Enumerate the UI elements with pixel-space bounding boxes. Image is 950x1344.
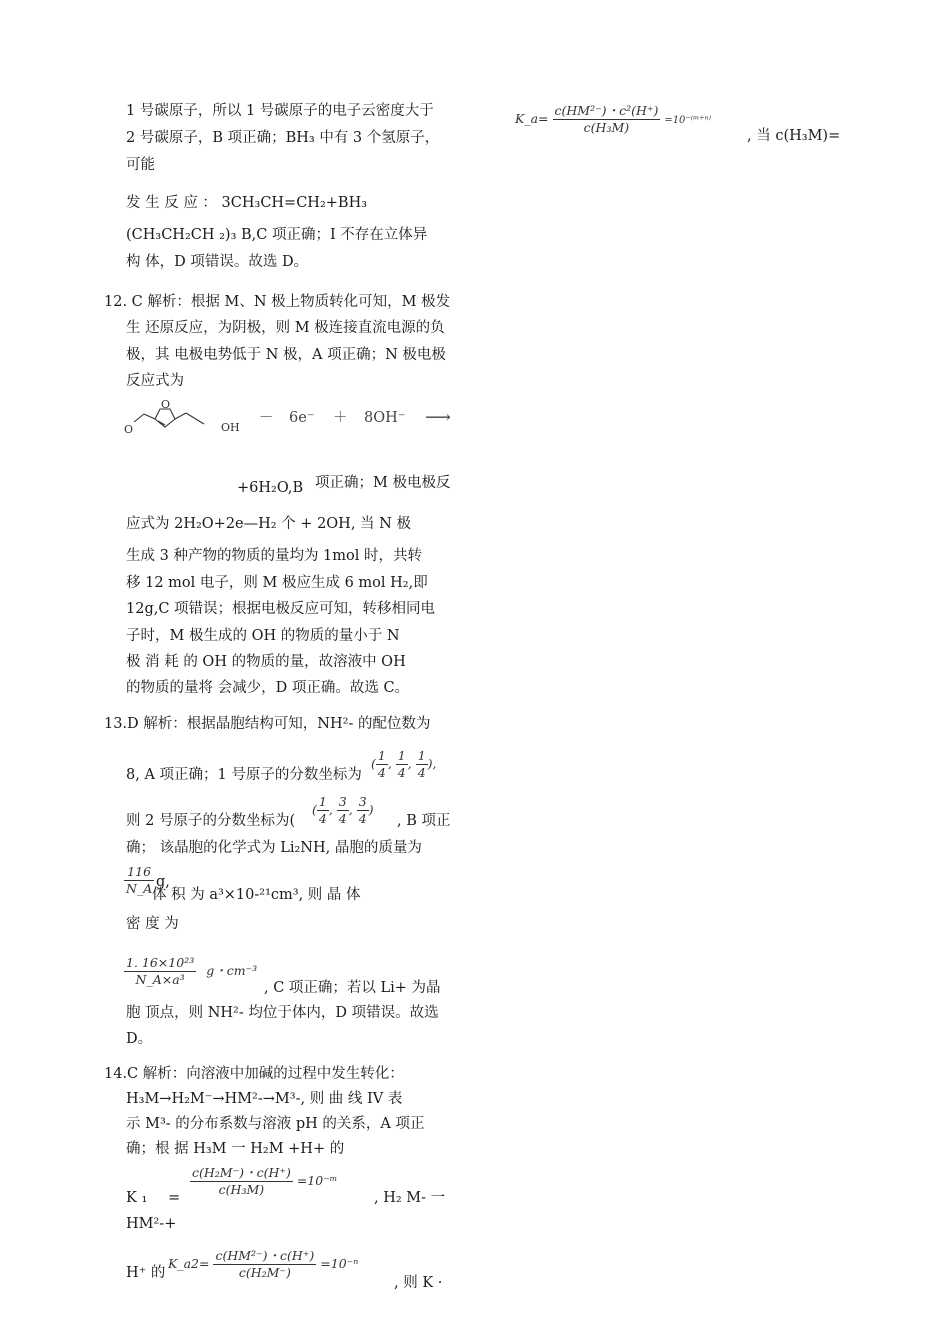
q14-line: H₃M→H₂M⁻→HM²-→M³-, 则 曲 线 IV 表 bbox=[126, 1091, 403, 1107]
text-line: 构 体，D 项错误。故选 D。 bbox=[126, 254, 309, 270]
q13-line: 确； 该晶胞的化学式为 Li₂NH, 晶胞的质量为 bbox=[126, 840, 422, 856]
q12-line: 项正确；M 极电极反 bbox=[315, 475, 451, 491]
q12-line: 12. C 解析：根据 M、N 极上物质转化可知，M 极发 bbox=[104, 294, 451, 310]
q14-line: 确；根 据 H₃M 一 H₂M +H+ 的 bbox=[126, 1141, 345, 1157]
rxn-arrow: ⟶ bbox=[425, 407, 451, 428]
q13-line: , C 项正确；若以 Li+ 为晶 bbox=[264, 980, 441, 996]
q12-line: 生 还原反应，为阴极，则 M 极连接直流电源的负 bbox=[126, 320, 445, 336]
q13-line: 胞 顶点，则 NH²- 均位于体内，D 项错误。故选 bbox=[126, 1005, 439, 1021]
q14-line: HM²-+ bbox=[126, 1216, 177, 1232]
q14-line: H⁺ 的 bbox=[126, 1265, 166, 1281]
rxn-plus: ＋ bbox=[333, 410, 348, 426]
mol-group-oh: OH bbox=[221, 421, 240, 434]
rxn-minus: － bbox=[259, 410, 274, 426]
coordinate-2: ( $\frac{1}{4}$ , $\frac{3}{4}$ , $\frac{3}{4}$ ) bbox=[312, 794, 374, 826]
text-line: 发 生 反 应 ： 3CH₃CH=CH₂+BH₃ bbox=[126, 195, 368, 211]
q12-line: 生成 3 种产物的物质的量均为 1mol 时，共转 bbox=[126, 548, 423, 564]
q12-line: 子时，M 极生成的 OH 的物质的量小于 N bbox=[126, 628, 400, 644]
q14-line: 14.C 解析：向溶液中加碱的过程中发生转化： bbox=[104, 1066, 404, 1082]
q12-line: 的物质的量将 会减少，D 项正确。故选 C。 bbox=[126, 680, 410, 696]
text-line: 1 号碳原子，所以 1 号碳原子的电子云密度大于 bbox=[126, 103, 434, 119]
q12-line: 移 12 mol 电子，则 M 极应生成 6 mol H₂,即 bbox=[126, 575, 428, 591]
q14-line: , H₂ M- 一 bbox=[374, 1190, 446, 1206]
q12-line: 反应式为 bbox=[126, 373, 184, 389]
text-line: 可能 bbox=[126, 157, 155, 173]
ka2-fraction: K_a2= $\frac{\text{c(HM²⁻)・c(H⁺)}}{\text{c(H₂M⁻)}}$ =10⁻ⁿ bbox=[168, 1248, 359, 1280]
q13-line: D。 bbox=[126, 1031, 153, 1047]
q12-line: 极，其 电极电势低于 N 极，A 项正确；N 极电极 bbox=[126, 347, 446, 363]
rxn-electrons: 6e⁻ bbox=[289, 410, 315, 426]
density-fraction: $\frac{\text{1. 16×10²³}}{\text{N\_A×a³}}$ g・cm⁻³ bbox=[126, 955, 258, 987]
coordinate-1: ( $\frac{1}{4}$ , $\frac{1}{4}$ , $\frac{1}{4}$ ), bbox=[371, 748, 437, 780]
q12-line: 极 消 耗 的 OH 的物质的量，故溶液中 OH bbox=[126, 654, 406, 670]
ka-product-fraction: K_a= $\frac{\text{c(HM²⁻)・c²(H⁺)}}{\text{c(H₃M)}}$ =10⁻⁽ᵐ⁺ⁿ⁾ bbox=[515, 103, 712, 135]
q13-line: 则 2 号原子的分数坐标为( bbox=[126, 813, 296, 829]
q14-line: 示 M³- 的分布系数与溶液 pH 的关系，A 项正 bbox=[126, 1116, 425, 1132]
text-line: (CH₃CH₂CH ₂)₃ B,C 项正确；I 不存在立体异 bbox=[126, 227, 428, 243]
q14-line: , 则 K · bbox=[394, 1275, 443, 1291]
q13-line: 密 度 为 bbox=[126, 916, 179, 932]
furan-molecule-diagram bbox=[122, 400, 247, 438]
q13-line: 8, A 项正确；1 号原子的分数坐标为 bbox=[126, 767, 362, 783]
q12-line: 应式为 2H₂O+2e—H₂ 个 + 2OH, 当 N 极 bbox=[126, 516, 411, 532]
q14-line: K ₁ bbox=[126, 1190, 148, 1206]
q13-line: 体 积 为 a³×10-²¹cm³, 则 晶 体 bbox=[152, 887, 361, 903]
right-text-line: , 当 c(H₃M)= bbox=[747, 128, 841, 144]
mol-atom-o-ring: O bbox=[161, 400, 171, 411]
mol-atom-o: O bbox=[124, 423, 134, 436]
cell-mass-fraction: $\frac{116}{N\_A}$ bbox=[126, 864, 153, 896]
text-line: 2 号碳原子，B 项正确；BH₃ 中有 3 个氢原子， bbox=[126, 130, 440, 146]
q13-line: g, bbox=[156, 874, 170, 890]
q12-line: +6H₂O,B bbox=[237, 480, 304, 496]
q12-line: 12g,C 项错误；根据电极反应可知，转移相同电 bbox=[126, 601, 436, 617]
q13-line: 13.D 解析：根据晶胞结构可知，NH²- 的配位数为 bbox=[104, 716, 431, 732]
q13-line: , B 项正 bbox=[397, 813, 451, 829]
ka1-fraction: $\frac{\text{c(H₂M⁻)・c(H⁺)}}{\text{c(H₃M)}}$ =10⁻ᵐ bbox=[192, 1165, 338, 1197]
q14-line: = bbox=[168, 1190, 181, 1206]
rxn-hydroxide: 8OH⁻ bbox=[364, 410, 406, 426]
